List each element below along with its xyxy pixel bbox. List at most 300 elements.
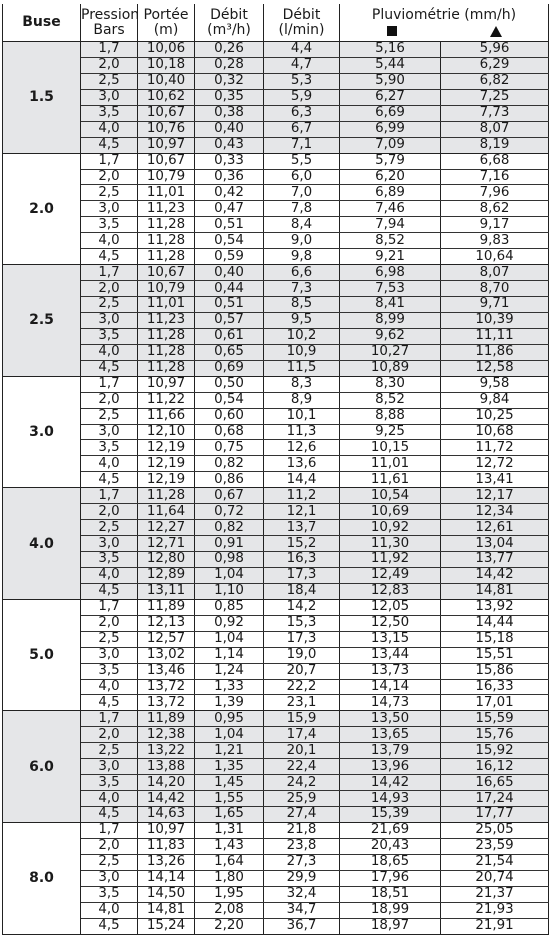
table-row [3,918,549,934]
header-debit-l-label: Débit [282,6,321,23]
table-row [3,440,549,456]
header-pression [81,4,138,42]
pluvio-triangle-cell: 13,92 [441,599,549,615]
pluvio-square-cell: 18,97 [340,918,441,934]
table-row [3,775,549,791]
debit-m3-cell: 1,65 [195,807,264,823]
debit-l-cell: 14,4 [264,472,340,488]
debit-m3-cell: 0,61 [195,328,264,344]
debit-m3-cell: 0,67 [195,488,264,504]
table-row [3,73,549,89]
pression-cell: 4,0 [81,121,138,137]
table-row [3,281,549,297]
table-row [3,408,549,424]
table-row [3,663,549,679]
pluvio-triangle-cell: 12,34 [441,504,549,520]
pluvio-triangle-cell: 7,16 [441,169,549,185]
table-row [3,727,549,743]
pluvio-triangle-cell: 17,77 [441,807,549,823]
buse-cell: 3.0 [3,376,81,488]
pression-cell: 2,5 [81,185,138,201]
pression-cell: 1,7 [81,265,138,281]
pression-cell: 2,0 [81,504,138,520]
pluvio-triangle-cell: 17,24 [441,791,549,807]
debit-m3-cell: 1,31 [195,822,264,838]
nozzle-group [3,42,549,154]
pression-cell: 4,5 [81,360,138,376]
table-row [3,424,549,440]
pluvio-triangle-cell: 21,54 [441,854,549,870]
pluvio-square-cell: 12,50 [340,615,441,631]
table-row [3,679,549,695]
pression-cell: 1,7 [81,42,138,58]
debit-m3-cell: 0,68 [195,424,264,440]
pluvio-square-cell: 11,01 [340,456,441,472]
pluvio-square-cell: 5,16 [340,42,441,58]
debit-m3-cell: 0,40 [195,121,264,137]
table-row [3,488,549,504]
pluvio-square-cell: 7,46 [340,201,441,217]
debit-l-cell: 22,4 [264,759,340,775]
portee-cell: 12,27 [138,520,195,536]
pluvio-triangle-cell: 10,64 [441,249,549,265]
debit-l-cell: 6,0 [264,169,340,185]
pluvio-triangle-cell: 13,04 [441,536,549,552]
pression-cell: 3,0 [81,201,138,217]
portee-cell: 10,67 [138,105,195,121]
debit-l-cell: 9,8 [264,249,340,265]
table-row [3,711,549,727]
table-row [3,599,549,615]
pression-cell: 4,5 [81,695,138,711]
debit-l-cell: 8,4 [264,217,340,233]
debit-l-cell: 18,4 [264,583,340,599]
debit-m3-cell: 0,36 [195,169,264,185]
header-debit-m3 [195,4,264,42]
pluvio-triangle-cell: 5,96 [441,42,549,58]
pression-cell: 2,0 [81,838,138,854]
header-debit-m3-label: Débit [210,6,248,23]
pluvio-triangle-cell: 15,59 [441,711,549,727]
debit-l-cell: 5,9 [264,89,340,105]
pression-cell: 2,5 [81,854,138,870]
table-row [3,360,549,376]
pression-cell: 4,5 [81,137,138,153]
table-row [3,822,549,838]
debit-l-cell: 4,4 [264,42,340,58]
pluvio-triangle-cell: 9,83 [441,233,549,249]
portee-cell: 11,28 [138,328,195,344]
pluvio-triangle-cell: 9,17 [441,217,549,233]
debit-m3-cell: 1,24 [195,663,264,679]
debit-l-cell: 34,7 [264,902,340,918]
pluvio-square-cell: 12,49 [340,567,441,583]
pluvio-triangle-cell: 17,01 [441,695,549,711]
portee-cell: 14,63 [138,807,195,823]
debit-l-cell: 15,9 [264,711,340,727]
debit-m3-cell: 0,69 [195,360,264,376]
pression-cell: 3,5 [81,775,138,791]
pluvio-triangle-cell: 6,68 [441,153,549,169]
debit-m3-cell: 0,82 [195,520,264,536]
table-row [3,791,549,807]
pression-cell: 3,5 [81,105,138,121]
table-row [3,504,549,520]
debit-m3-cell: 1,10 [195,583,264,599]
pluvio-triangle-cell: 10,68 [441,424,549,440]
debit-m3-cell: 0,92 [195,615,264,631]
pluvio-square-cell: 13,79 [340,743,441,759]
debit-l-cell: 23,8 [264,838,340,854]
portee-cell: 13,88 [138,759,195,775]
pression-cell: 3,0 [81,870,138,886]
portee-cell: 12,80 [138,552,195,568]
pluvio-triangle-cell: 11,11 [441,328,549,344]
pression-cell: 1,7 [81,488,138,504]
debit-m3-cell: 0,51 [195,217,264,233]
table-row [3,615,549,631]
debit-l-cell: 15,2 [264,536,340,552]
portee-cell: 11,23 [138,201,195,217]
pression-cell: 4,0 [81,679,138,695]
portee-cell: 10,76 [138,121,195,137]
portee-cell: 11,83 [138,838,195,854]
debit-m3-cell: 0,60 [195,408,264,424]
portee-cell: 10,79 [138,169,195,185]
table-row [3,328,549,344]
table-row [3,870,549,886]
debit-l-cell: 8,9 [264,392,340,408]
debit-m3-cell: 0,54 [195,233,264,249]
portee-cell: 13,72 [138,679,195,695]
table-row [3,807,549,823]
portee-cell: 12,38 [138,727,195,743]
pluvio-square-cell: 12,05 [340,599,441,615]
pression-cell: 4,0 [81,902,138,918]
pluvio-triangle-cell: 9,84 [441,392,549,408]
debit-m3-cell: 0,47 [195,201,264,217]
debit-m3-cell: 1,64 [195,854,264,870]
debit-l-cell: 10,9 [264,344,340,360]
table-row [3,153,549,169]
pluvio-triangle-cell: 15,76 [441,727,549,743]
debit-l-cell: 25,9 [264,791,340,807]
pluvio-square-cell: 8,30 [340,376,441,392]
pluvio-triangle-cell: 9,71 [441,297,549,313]
header-portee-unit: (m) [153,21,179,38]
pluvio-triangle-cell: 7,96 [441,185,549,201]
debit-m3-cell: 0,28 [195,57,264,73]
pression-cell: 4,0 [81,344,138,360]
pluvio-triangle-cell: 8,19 [441,137,549,153]
pluvio-square-cell: 18,99 [340,902,441,918]
debit-l-cell: 29,9 [264,870,340,886]
pression-cell: 2,0 [81,615,138,631]
nozzle-group [3,711,549,823]
pluvio-square-cell: 13,50 [340,711,441,727]
pluvio-triangle-cell: 14,81 [441,583,549,599]
portee-cell: 11,89 [138,599,195,615]
pression-cell: 2,5 [81,408,138,424]
pluvio-triangle-cell: 8,70 [441,281,549,297]
debit-l-cell: 20,7 [264,663,340,679]
pluvio-triangle-cell: 15,18 [441,631,549,647]
pluvio-triangle-cell: 15,51 [441,647,549,663]
pluvio-square-cell: 11,61 [340,472,441,488]
debit-l-cell: 27,4 [264,807,340,823]
portee-cell: 10,62 [138,89,195,105]
debit-l-cell: 9,0 [264,233,340,249]
table-row [3,185,549,201]
portee-cell: 12,10 [138,424,195,440]
pluvio-square-cell: 15,39 [340,807,441,823]
debit-m3-cell: 1,14 [195,647,264,663]
debit-m3-cell: 1,04 [195,567,264,583]
debit-l-cell: 19,0 [264,647,340,663]
pression-cell: 3,5 [81,552,138,568]
pluvio-square-cell: 10,69 [340,504,441,520]
pression-cell: 2,5 [81,297,138,313]
pluvio-square-cell: 11,30 [340,536,441,552]
pluvio-square-cell: 10,92 [340,520,441,536]
debit-m3-cell: 1,43 [195,838,264,854]
pluvio-triangle-cell: 21,91 [441,918,549,934]
portee-cell: 13,02 [138,647,195,663]
pression-cell: 1,7 [81,599,138,615]
pluvio-square-cell: 8,99 [340,312,441,328]
debit-m3-cell: 0,50 [195,376,264,392]
pluvio-square-cell: 11,92 [340,552,441,568]
debit-l-cell: 11,3 [264,424,340,440]
table-row [3,743,549,759]
nozzle-group [3,376,549,488]
debit-m3-cell: 1,80 [195,870,264,886]
debit-l-cell: 32,4 [264,886,340,902]
debit-l-cell: 27,3 [264,854,340,870]
pression-cell: 1,7 [81,153,138,169]
debit-l-cell: 7,1 [264,137,340,153]
pluvio-square-cell: 6,98 [340,265,441,281]
header-pression-label: Pression [81,6,140,23]
table-row [3,217,549,233]
table-row [3,105,549,121]
debit-l-cell: 11,5 [264,360,340,376]
pluvio-square-cell: 5,44 [340,57,441,73]
debit-m3-cell: 0,59 [195,249,264,265]
pression-cell: 2,0 [81,57,138,73]
table-row [3,854,549,870]
pluvio-square-cell: 5,79 [340,153,441,169]
table-row [3,552,549,568]
buse-cell: 1.5 [3,42,81,154]
pluvio-triangle-cell: 12,17 [441,488,549,504]
debit-l-cell: 21,8 [264,822,340,838]
table-row [3,42,549,58]
debit-m3-cell: 1,04 [195,631,264,647]
table-row [3,695,549,711]
square-icon [387,26,397,36]
table-row [3,233,549,249]
portee-cell: 13,72 [138,695,195,711]
pluvio-triangle-cell: 7,73 [441,105,549,121]
buse-cell: 6.0 [3,711,81,823]
buse-cell: 5.0 [3,599,81,711]
portee-cell: 12,13 [138,615,195,631]
pluvio-triangle-cell: 10,25 [441,408,549,424]
pluvio-triangle-cell: 6,82 [441,73,549,89]
nozzle-group [3,153,549,265]
debit-l-cell: 24,2 [264,775,340,791]
pluvio-square-cell: 9,21 [340,249,441,265]
debit-l-cell: 8,5 [264,297,340,313]
debit-l-cell: 11,2 [264,488,340,504]
pression-cell: 2,5 [81,631,138,647]
portee-cell: 14,50 [138,886,195,902]
portee-cell: 14,14 [138,870,195,886]
pluvio-triangle-cell: 21,37 [441,886,549,902]
pluvio-triangle-cell: 25,05 [441,822,549,838]
pluvio-square-cell: 18,51 [340,886,441,902]
pluvio-square-cell: 10,54 [340,488,441,504]
debit-l-cell: 13,7 [264,520,340,536]
pluvio-triangle-cell: 13,41 [441,472,549,488]
debit-l-cell: 6,7 [264,121,340,137]
portee-cell: 10,67 [138,265,195,281]
pluvio-triangle-cell: 12,61 [441,520,549,536]
debit-m3-cell: 0,82 [195,456,264,472]
debit-l-cell: 36,7 [264,918,340,934]
pluvio-square-cell: 7,94 [340,217,441,233]
header-debit-m3-unit: (m³/h) [207,21,251,38]
header-pluviometrie-label: Pluviométrie (mm/h) [371,7,517,23]
pression-cell: 4,5 [81,807,138,823]
portee-cell: 12,71 [138,536,195,552]
pluvio-triangle-cell: 16,65 [441,775,549,791]
portee-cell: 13,11 [138,583,195,599]
portee-cell: 12,19 [138,456,195,472]
pluvio-triangle-cell: 23,59 [441,838,549,854]
table-row [3,201,549,217]
debit-l-cell: 22,2 [264,679,340,695]
debit-l-cell: 7,0 [264,185,340,201]
pluvio-triangle-cell: 15,92 [441,743,549,759]
pluvio-square-cell: 8,88 [340,408,441,424]
debit-m3-cell: 0,95 [195,711,264,727]
pluvio-triangle-cell: 7,25 [441,89,549,105]
debit-m3-cell: 1,45 [195,775,264,791]
debit-m3-cell: 0,51 [195,297,264,313]
portee-cell: 10,06 [138,42,195,58]
pluvio-square-cell: 13,73 [340,663,441,679]
debit-m3-cell: 1,95 [195,886,264,902]
table-header [3,4,549,42]
debit-l-cell: 7,3 [264,281,340,297]
debit-m3-cell: 1,55 [195,791,264,807]
debit-l-cell: 7,8 [264,201,340,217]
debit-m3-cell: 0,44 [195,281,264,297]
pluvio-triangle-cell: 6,29 [441,57,549,73]
buse-cell: 2.5 [3,265,81,377]
pression-cell: 3,0 [81,89,138,105]
pression-cell: 3,0 [81,759,138,775]
debit-l-cell: 10,1 [264,408,340,424]
pression-cell: 3,5 [81,328,138,344]
portee-cell: 13,22 [138,743,195,759]
portee-cell: 11,28 [138,233,195,249]
pression-cell: 4,5 [81,472,138,488]
pluvio-triangle-cell: 11,72 [441,440,549,456]
portee-cell: 10,40 [138,73,195,89]
debit-l-cell: 16,3 [264,552,340,568]
pluvio-square-cell: 9,62 [340,328,441,344]
pression-cell: 3,5 [81,217,138,233]
pression-cell: 4,0 [81,791,138,807]
portee-cell: 11,28 [138,360,195,376]
nozzle-performance-table [2,4,549,935]
table-row [3,472,549,488]
pluvio-square-cell: 7,53 [340,281,441,297]
table-row [3,647,549,663]
pression-cell: 3,5 [81,440,138,456]
header-portee-label: Portée [143,6,189,23]
header-pluviometrie [340,4,549,42]
header-debit-l-unit: (l/min) [278,21,325,38]
pression-cell: 4,0 [81,456,138,472]
debit-m3-cell: 1,21 [195,743,264,759]
debit-m3-cell: 0,57 [195,312,264,328]
portee-cell: 13,26 [138,854,195,870]
debit-l-cell: 8,3 [264,376,340,392]
pression-cell: 3,0 [81,312,138,328]
portee-cell: 10,67 [138,153,195,169]
table-row [3,344,549,360]
pression-cell: 1,7 [81,711,138,727]
pression-cell: 1,7 [81,376,138,392]
pluvio-square-cell: 8,52 [340,392,441,408]
portee-cell: 12,89 [138,567,195,583]
portee-cell: 14,81 [138,902,195,918]
debit-m3-cell: 1,35 [195,759,264,775]
table-row [3,759,549,775]
portee-cell: 11,64 [138,504,195,520]
debit-m3-cell: 0,86 [195,472,264,488]
table-row [3,902,549,918]
pluvio-square-cell: 14,73 [340,695,441,711]
nozzle-group [3,822,549,934]
pression-cell: 2,5 [81,743,138,759]
portee-cell: 11,01 [138,185,195,201]
header-debit-l [264,4,340,42]
pluvio-square-cell: 10,89 [340,360,441,376]
pluvio-square-cell: 18,65 [340,854,441,870]
debit-l-cell: 9,5 [264,312,340,328]
debit-l-cell: 17,3 [264,631,340,647]
table-row [3,392,549,408]
pluvio-square-cell: 13,96 [340,759,441,775]
pluvio-triangle-cell: 16,33 [441,679,549,695]
debit-l-cell: 10,2 [264,328,340,344]
debit-m3-cell: 1,04 [195,727,264,743]
pluvio-square-cell: 6,69 [340,105,441,121]
pluvio-square-cell: 10,15 [340,440,441,456]
table-row [3,169,549,185]
portee-cell: 10,97 [138,137,195,153]
triangle-icon [490,26,502,37]
pluvio-square-cell: 20,43 [340,838,441,854]
portee-cell: 11,23 [138,312,195,328]
pluvio-square-cell: 5,90 [340,73,441,89]
nozzle-group [3,265,549,377]
